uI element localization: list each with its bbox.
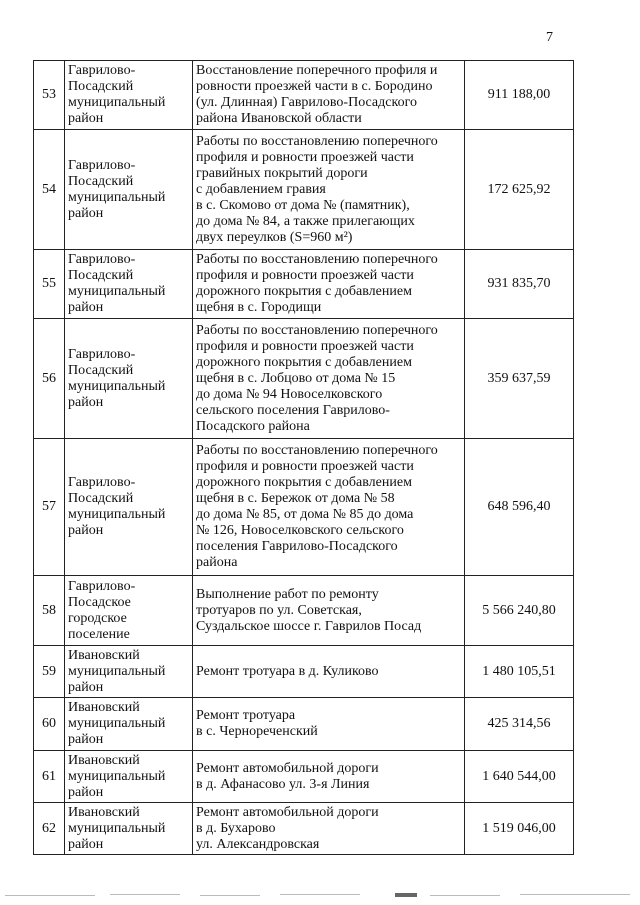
row-number: 59 bbox=[34, 646, 65, 698]
table-row bbox=[34, 698, 574, 751]
district-name: Ивановский муниципальный район bbox=[68, 804, 166, 852]
work-description: Работы по восстановлению поперечного профиля и ровности проезжей части дорожного покрытия с добавлением щебня в с. Городищи bbox=[196, 252, 438, 315]
table-row bbox=[34, 319, 574, 439]
amount: 1 640 544,00 bbox=[465, 751, 574, 803]
amount: 911 188,00 bbox=[465, 61, 574, 130]
road-works-table bbox=[33, 60, 574, 855]
work-description: Работы по восстановлению поперечного профиля и ровности проезжей части дорожного покрытия с добавлением щебня в с. Лобцово от дома № 15 до дома № 94 Новоселковского сельского поселения Гаврилово- Посадского района bbox=[196, 322, 438, 434]
work-description: Работы по восстановлению поперечного профиля и ровности проезжей части дорожного покрытия с добавлением щебня в с. Бережок от дома № 58 до дома № 85, от дома № 85 до дома № 126, Новоселковского сельского поселения Гаврилово-Посадского района bbox=[196, 443, 438, 570]
district-name: Гаврилово- Посадский муниципальный район bbox=[68, 252, 166, 315]
work-description: Ремонт тротуара в с. Чернореченский bbox=[196, 708, 318, 739]
row-number: 60 bbox=[34, 698, 65, 751]
district-name: Гаврилово- Посадское городское поселение bbox=[68, 578, 136, 642]
table-row bbox=[34, 130, 574, 250]
table-row bbox=[34, 751, 574, 803]
work-description: Ремонт автомобильной дороги в д. Бухарово ул. Александровская bbox=[196, 804, 379, 852]
amount: 359 637,59 bbox=[465, 319, 574, 439]
row-number: 56 bbox=[34, 319, 65, 439]
district-name: Гаврилово- Посадский муниципальный район bbox=[68, 475, 166, 538]
work-description: Работы по восстановлению поперечного профиля и ровности проезжей части гравийных покрытий дороги с добавлением гравия в с. Скомово от дома № (памятник), до дома № 84, а также прилегающих двух переулков (S=960 м²) bbox=[196, 133, 438, 245]
table-row bbox=[34, 576, 574, 646]
district-name: Гаврилово- Посадский муниципальный район bbox=[68, 63, 166, 126]
scan-noise-strip bbox=[0, 888, 640, 902]
amount: 1 519 046,00 bbox=[465, 803, 574, 855]
row-number: 57 bbox=[34, 439, 65, 576]
amount: 172 625,92 bbox=[465, 130, 574, 250]
amount: 5 566 240,80 bbox=[465, 576, 574, 646]
work-description: Выполнение работ по ремонту тротуаров по ул. Советская, Суздальское шоссе г. Гаврилов Посад bbox=[196, 586, 422, 634]
work-description: Ремонт автомобильной дороги в д. Афанасово ул. 3-я Линия bbox=[196, 760, 379, 792]
row-number: 54 bbox=[34, 130, 65, 250]
table-row bbox=[34, 646, 574, 698]
amount: 931 835,70 bbox=[465, 250, 574, 319]
row-number: 53 bbox=[34, 61, 65, 130]
table-row bbox=[34, 803, 574, 855]
district-name: Ивановский муниципальный район bbox=[68, 647, 166, 695]
amount: 425 314,56 bbox=[465, 698, 574, 751]
district-name: Гаврилово- Посадский муниципальный район bbox=[68, 157, 166, 221]
amount: 648 596,40 bbox=[465, 439, 574, 576]
row-number: 61 bbox=[34, 751, 65, 803]
row-number: 58 bbox=[34, 576, 65, 646]
table-row bbox=[34, 61, 574, 130]
row-number: 55 bbox=[34, 250, 65, 319]
table-row bbox=[34, 439, 574, 576]
table-row bbox=[34, 250, 574, 319]
page-number: 7 bbox=[546, 30, 553, 45]
amount: 1 480 105,51 bbox=[465, 646, 574, 698]
district-name: Ивановский муниципальный район bbox=[68, 700, 166, 747]
row-number: 62 bbox=[34, 803, 65, 855]
work-description: Ремонт тротуара в д. Куликово bbox=[196, 663, 379, 679]
district-name: Ивановский муниципальный район bbox=[68, 752, 166, 800]
district-name: Гаврилово- Посадский муниципальный район bbox=[68, 346, 166, 410]
work-description: Восстановление поперечного профиля и ровности проезжей части в с. Бородино (ул. Длинная) Гаврилово-Посадского района Ивановской области bbox=[196, 63, 438, 126]
